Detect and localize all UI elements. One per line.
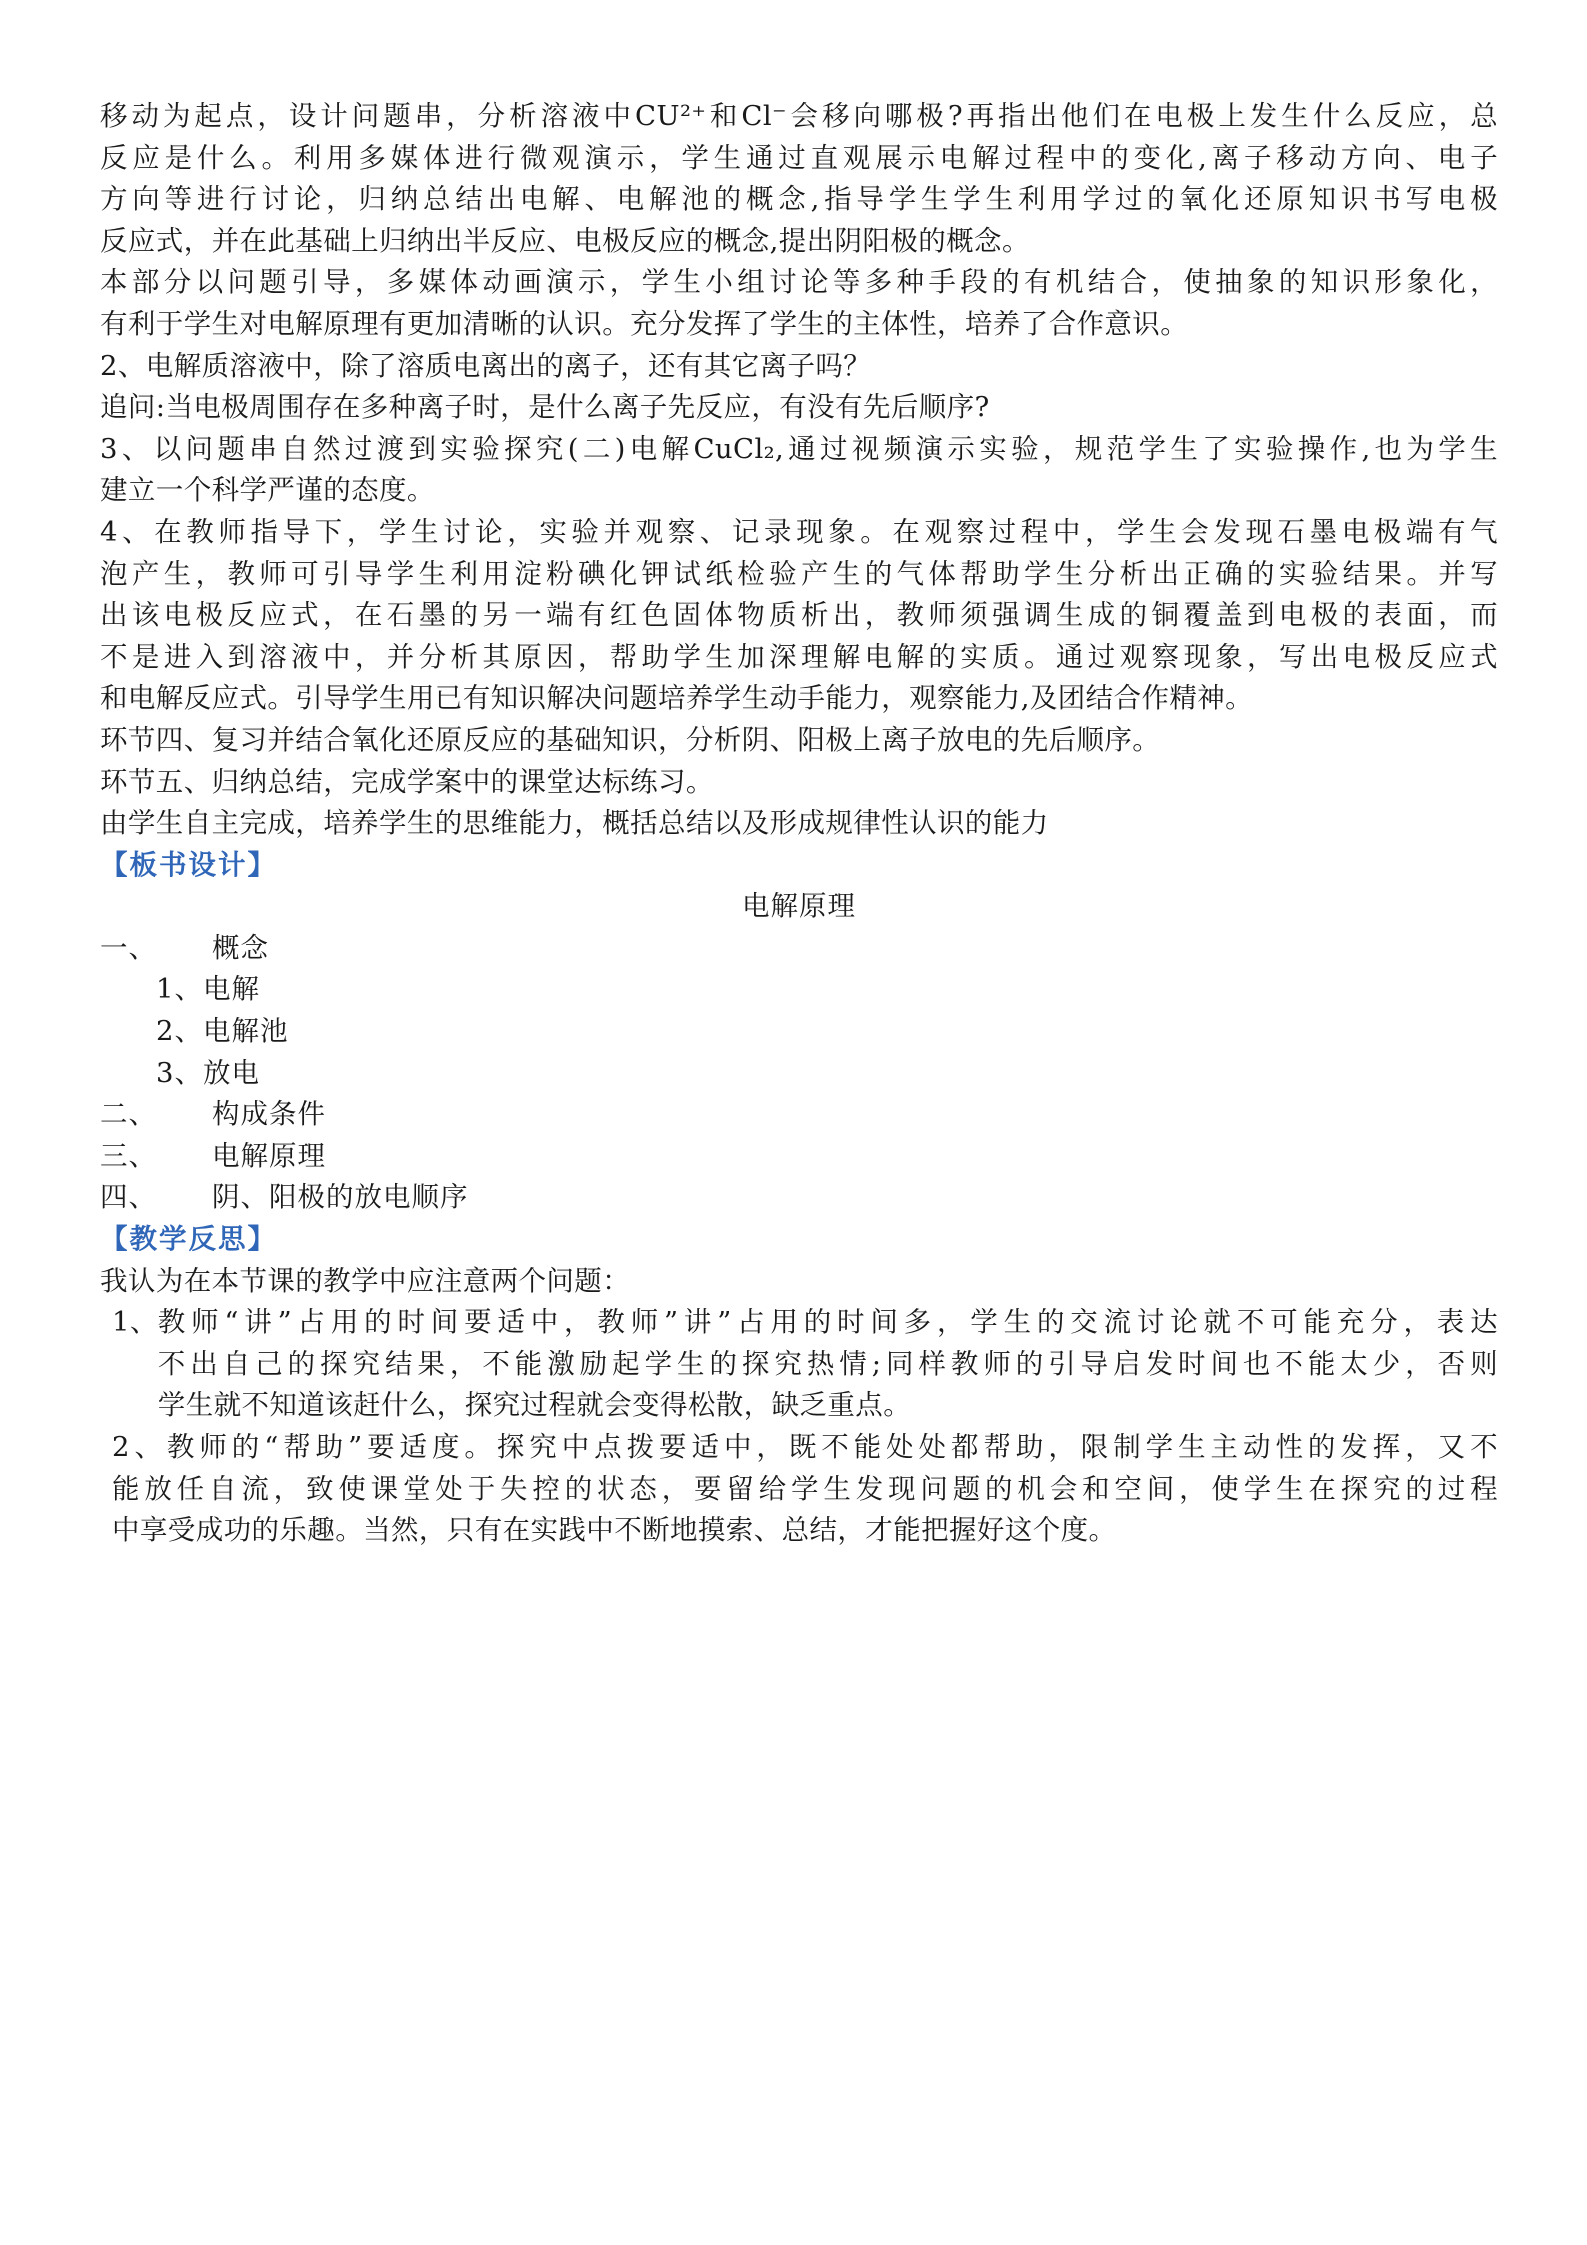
item-line: 教师“讲”占用的时间要适中，教师”讲”占用的时间多，学生的交流讨论就不可能充分，表达 [157,1306,1498,1339]
board-concept [100,969,1498,1011]
board-concept [100,1053,1498,1095]
section-number: 三、 [100,1139,157,1172]
reflection-item-2 [100,1427,1498,1552]
section-number: 一、 [100,931,157,964]
item-line: 能放任自流，致使课堂处于失控的状态，要留给学生发现问题的机会和空间，使学生在探究的过程 [112,1472,1498,1505]
paragraph-line: 反应是什么。利用多媒体进行微观演示，学生通过直观展示电解过程中的变化,离子移动方向、电子 [100,141,1498,174]
item-number: 1、 [112,1306,158,1339]
paragraph-line: 和电解反应式。引导学生用已有知识解决问题培养学生动手能力，观察能力,及团结合作精神。 [100,682,1254,715]
paragraph-line: 移动为起点，设计问题串，分析溶液中CU²⁺和Cl⁻会移向哪极?再指出他们在电极上发生什么反应，总 [100,100,1498,132]
summary-paragraph [100,262,1498,345]
board-concept [100,1011,1498,1053]
step-5: 环节五、归纳总结，完成学案中的课堂达标练习。 [100,765,714,798]
paragraph-line: 方向等进行讨论，归纳总结出电解、电解池的概念,指导学生学生利用学过的氧化还原知识书写电极 [100,183,1498,216]
reflection-heading: 【教学反思】 [100,1223,277,1256]
section-label: 构成条件 [212,1098,326,1131]
paragraph-line: 有利于学生对电解原理有更加清晰的认识。充分发挥了学生的主体性，培养了合作意识。 [100,307,1189,340]
paragraph-line: 出该电极反应式，在石墨的另一端有红色固体物质析出，教师须强调生成的铜覆盖到电极的表面，而 [100,599,1498,632]
board-section [100,1177,1498,1219]
section-label: 概念 [212,931,269,964]
board-title: 电解原理 [742,890,856,923]
item-text [158,1302,1498,1427]
paragraph-line: 不是进入到溶液中，并分析其原因，帮助学生加深理解电解的实质。通过观察现象，写出电极反应式 [100,640,1498,673]
item-4 [100,512,1498,720]
intro-paragraph [100,96,1498,262]
section-number: 二、 [100,1098,157,1131]
paragraph-line: 反应式，并在此基础上归纳出半反应、电极反应的概念,提出阴阳极的概念。 [100,224,1030,257]
board-design-heading: 【板书设计】 [100,848,277,881]
question-item-2: 2、电解质溶液中，除了溶质电离出的离子，还有其它离子吗？ [100,349,872,382]
item-line: 中享受成功的乐趣。当然，只有在实践中不断地摸索、总结，才能把握好这个度。 [112,1514,1117,1547]
step-4: 环节四、复习并结合氧化还原反应的基础知识，分析阴、阳极上离子放电的先后顺序。 [100,723,1161,756]
concept-label: 3、放电 [156,1056,260,1089]
board-section [100,1136,1498,1178]
item-line: 不出自己的探究结果，不能激励起学生的探究热情;同样教师的引导启发时间也不能太少，否则 [157,1347,1498,1380]
section-number: 四、 [100,1181,157,1214]
section-label: 阴、阳极的放电顺序 [212,1181,469,1214]
paragraph-line: 泡产生，教师可引导学生利用淀粉碘化钾试纸检验产生的气体帮助学生分析出正确的实验结果。并写 [100,557,1498,590]
concept-label: 1、电解 [156,973,260,1006]
reflection-item-1 [100,1302,1498,1427]
paragraph-line: 建立一个科学严谨的态度。 [100,474,435,507]
document-page [100,96,1498,1552]
item-3 [100,429,1498,512]
item-line: 2、教师的“帮助”要适度。探究中点拨要适中，既不能处处都帮助，限制学生主动性的发挥，又不 [112,1431,1498,1463]
paragraph-line: 4、在教师指导下，学生讨论，实验并观察、记录现象。在观察过程中，学生会发现石墨电极端有气 [100,515,1498,548]
paragraph-line: 本部分以问题引导，多媒体动画演示，学生小组讨论等多种手段的有机结合，使抽象的知识形象化， [100,266,1498,299]
concept-label: 2、电解池 [156,1015,289,1048]
board-section [100,928,1498,970]
paragraph-line: 3、以问题串自然过渡到实验探究(二)电解CuCl₂,通过视频演示实验，规范学生了实验操作,也为学生 [100,432,1498,465]
reflection-intro: 我认为在本节课的教学中应注意两个问题： [100,1264,631,1297]
item-line: 学生就不知道该赶什么，探究过程就会变得松散，缺乏重点。 [157,1389,912,1422]
section-label: 电解原理 [212,1139,326,1172]
board-section [100,1094,1498,1136]
summary-line: 由学生自主完成，培养学生的思维能力，概括总结以及形成规律性认识的能力 [100,807,1049,840]
followup-question: 追问:当电极周围存在多种离子时，是什么离子先反应，有没有先后顺序? [100,391,990,424]
